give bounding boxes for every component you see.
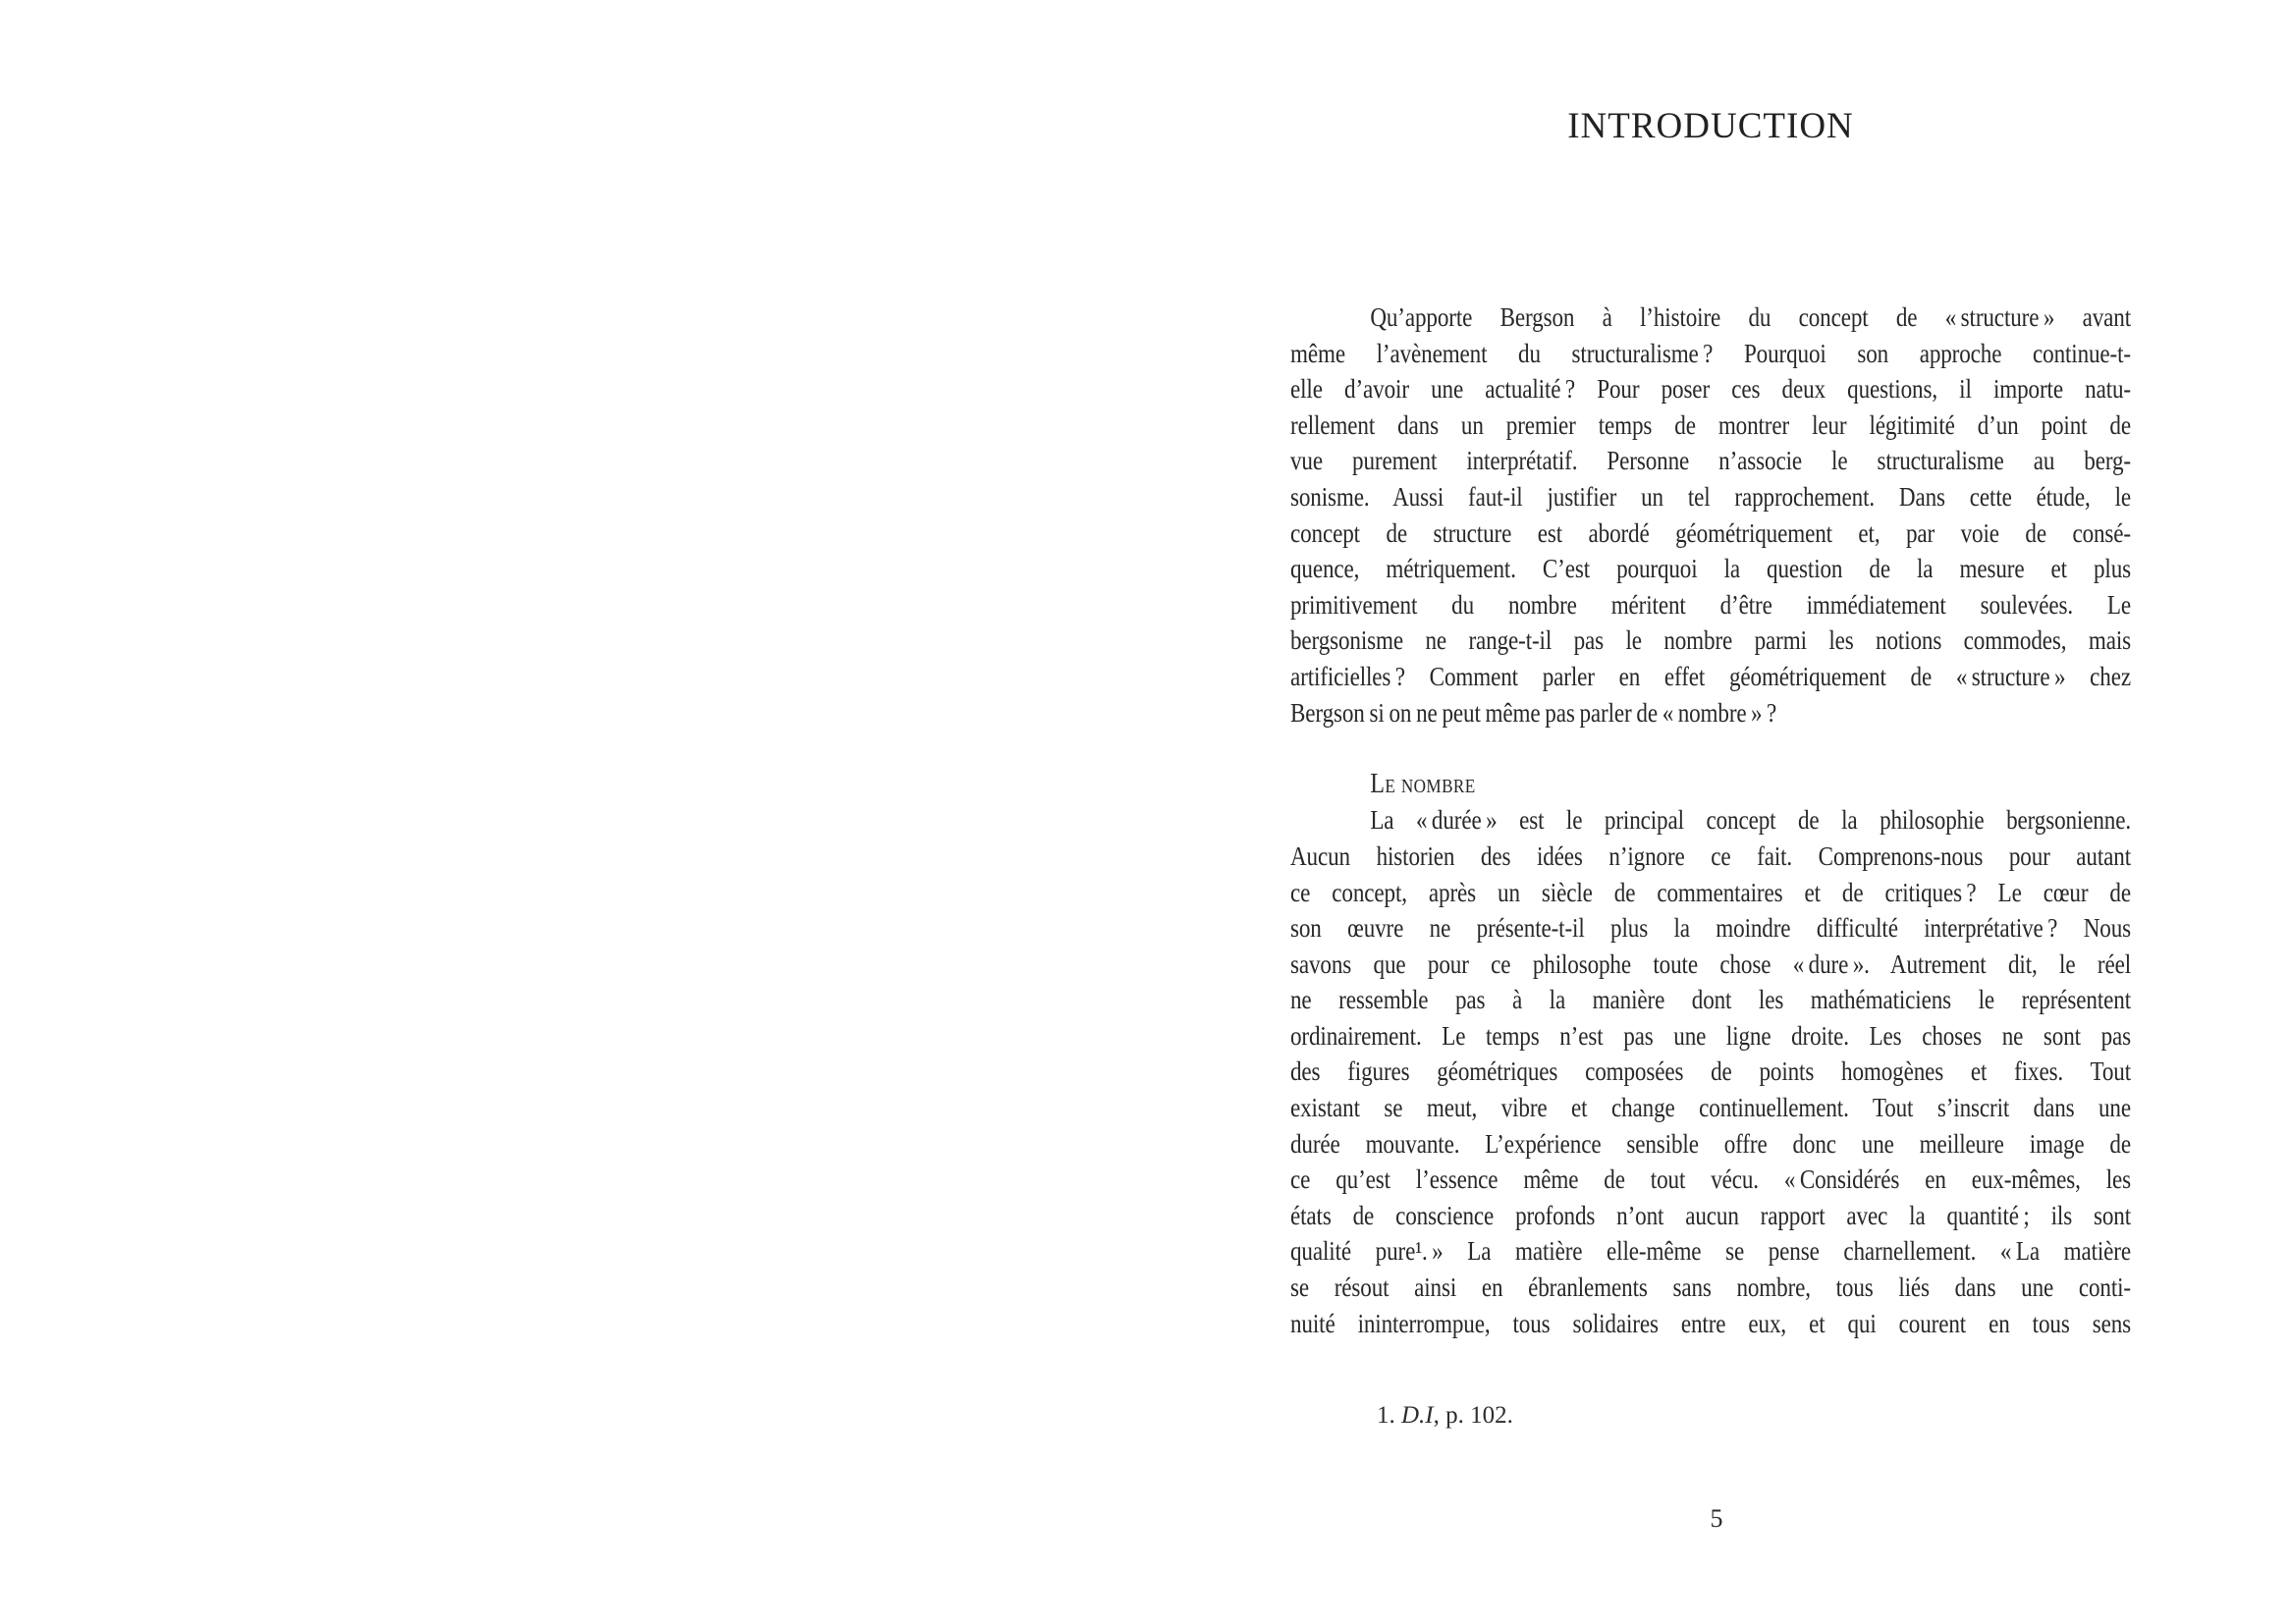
text-line: artificielles ? Comment parler en effet géométriquement de « structure » chez: [1290, 661, 2131, 691]
text-line: ce concept, après un siècle de commentaires et de critiques ? Le cœur de: [1290, 877, 2131, 907]
text-line: qualité pure¹. » La matière elle-même se pense charnellement. « La matière: [1290, 1236, 2131, 1267]
text-line: se résout ainsi en ébranlements sans nombre, tous liés dans une conti-: [1290, 1272, 2131, 1303]
text-line: même l’avènement du structuralisme ? Pourquoi son approche continue-t-: [1290, 338, 2131, 368]
text-line: durée mouvante. L’expérience sensible offre donc une meilleure image de: [1290, 1128, 2131, 1159]
text-line: La « durée » est le principal concept de la philosophie bergsonienne.: [1370, 805, 2131, 836]
footnote: [1377, 1401, 1513, 1431]
text-line: des figures géométriques composées de points homogènes et fixes. Tout: [1290, 1056, 2131, 1087]
footnote-rest: , p. 102.: [1433, 1402, 1513, 1429]
text-line: ne ressemble pas à la manière dont les mathématiciens le représentent: [1290, 985, 2131, 1015]
text-line: nuité ininterrompue, tous solidaires entre eux, et qui courent en tous sens: [1290, 1308, 2131, 1338]
text-line: savons que pour ce philosophe toute chose « dure ». Autrement dit, le réel: [1290, 948, 2131, 979]
page-title: INTRODUCTION: [1567, 106, 1854, 146]
text-line: rellement dans un premier temps de montrer leur légitimité d’un point de: [1290, 409, 2131, 440]
text-line: existant se meut, vibre et change continuellement. Tout s’inscrit dans une: [1290, 1093, 2131, 1123]
text-line: Aucun historien des idées n’ignore ce fait. Comprenons-nous pour autant: [1290, 840, 2131, 871]
page-number: 5: [1710, 1504, 1723, 1533]
footnote-work: D.I: [1401, 1402, 1434, 1429]
text-line: ordinairement. Le temps n’est pas une ligne droite. Les choses ne sont pas: [1290, 1020, 2131, 1051]
body-text: [1290, 299, 2131, 1341]
text-line: quence, métriquement. C’est pourquoi la question de la mesure et plus: [1290, 554, 2131, 584]
text-line: vue purement interprétatif. Personne n’associe le structuralisme au berg-: [1290, 446, 2131, 476]
text-line: concept de structure est abordé géométriquement et, par voie de consé-: [1290, 517, 2131, 548]
text-line: sonisme. Aussi faut-il justifier un tel rapprochement. Dans cette étude, le: [1290, 481, 2131, 512]
text-line: primitivement du nombre méritent d’être immédiatement soulevées. Le: [1290, 589, 2131, 620]
text-line: ce qu’est l’essence même de tout vécu. « Considérés en eux-mêmes, les: [1290, 1164, 2131, 1195]
text-line: Qu’apporte Bergson à l’histoire du concept de « structure » avant: [1370, 302, 2131, 332]
text-line: Bergson si on ne peut même pas parler de « nombre » ?: [1290, 697, 1777, 728]
paragraph-2: [1290, 802, 2131, 1341]
text-line: elle d’avoir une actualité ? Pour poser ces deux questions, il importe natu-: [1290, 374, 2131, 405]
text-line: son œuvre ne présente-t-il plus la moindre difficulté interprétative ? Nous: [1290, 913, 2131, 944]
text-line: bergsonisme ne range-t-il pas le nombre parmi les notions commodes, mais: [1290, 625, 2131, 656]
text-line: états de conscience profonds n’ont aucun rapport avec la quantité ; ils sont: [1290, 1200, 2131, 1230]
footnote-marker: 1.: [1377, 1402, 1401, 1429]
section-heading: Le nombre: [1370, 768, 1476, 799]
paragraph-1: [1290, 299, 2131, 731]
